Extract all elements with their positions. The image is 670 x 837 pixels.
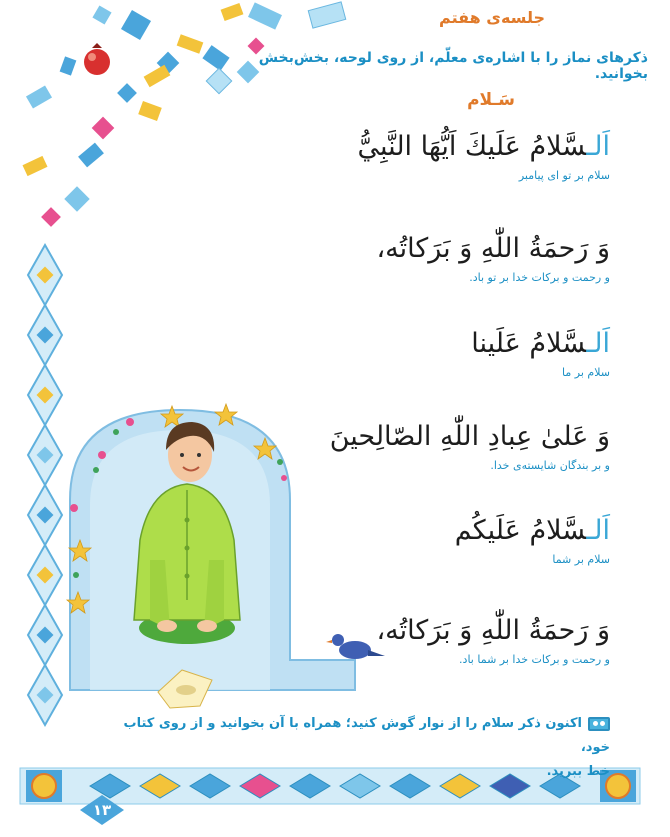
arabic-text: وَ عَلىٰ عِبادِ اللّٰهِ الصّالِحينَ [329, 421, 610, 452]
cassette-tape-icon [588, 717, 610, 731]
listening-instruction-line-2: خط ببرید. [546, 764, 610, 779]
prayer-line-3 [250, 325, 610, 381]
arabic-text: وَ رَحمَةُ اللّٰهِ وَ بَرَكاتُه، [376, 233, 610, 264]
session-title: جلسه‌ی هفتم [439, 8, 545, 27]
prayer-line-4 [250, 418, 610, 474]
arabic-text: اَلـسَّلامُ عَلَينا [471, 328, 610, 359]
reading-instruction: ذکرهای نماز را با اشاره‌ی معلّم، از روی لوحه، بخش‌بخش بخوانید. [258, 50, 648, 82]
left-diamond-chain [28, 245, 62, 725]
listening-instruction-line-1: اکنون ذکر سلام را از نوار گوش کنید؛ همراه با آن بخوانید و از روی کتاب خود، [123, 716, 610, 755]
persian-translation: سلام بر تو ای پیامبر [518, 169, 610, 182]
top-left-tiles [22, 2, 345, 227]
persian-translation: سلام بر شما [552, 553, 610, 566]
section-title: سَـلام [467, 90, 515, 110]
prayer-line-5 [250, 512, 610, 568]
page-number: ۱۳ [92, 801, 112, 819]
persian-translation: و رحمت و برکات خدا بر شما باد. [459, 653, 610, 666]
arabic-text: اَلـسَّلامُ عَلَيكَ اَيُّهَا النَّبِيُّ [357, 131, 610, 162]
arabic-text: اَلـسَّلامُ عَلَيكُم [454, 515, 610, 546]
persian-translation: و رحمت و برکات خدا بر تو باد. [469, 271, 610, 284]
persian-translation: و بر بندگان شایسته‌ی خدا. [490, 459, 610, 472]
prayer-line-2 [250, 230, 610, 286]
listening-instruction [90, 712, 610, 784]
arabic-text: وَ رَحمَةُ اللّٰهِ وَ بَرَكاتُه، [376, 615, 610, 646]
persian-translation: سلام بر ما [562, 366, 610, 379]
pomegranate-icon [84, 43, 110, 75]
prayer-line-6 [250, 612, 610, 668]
prayer-line-1 [250, 128, 610, 184]
